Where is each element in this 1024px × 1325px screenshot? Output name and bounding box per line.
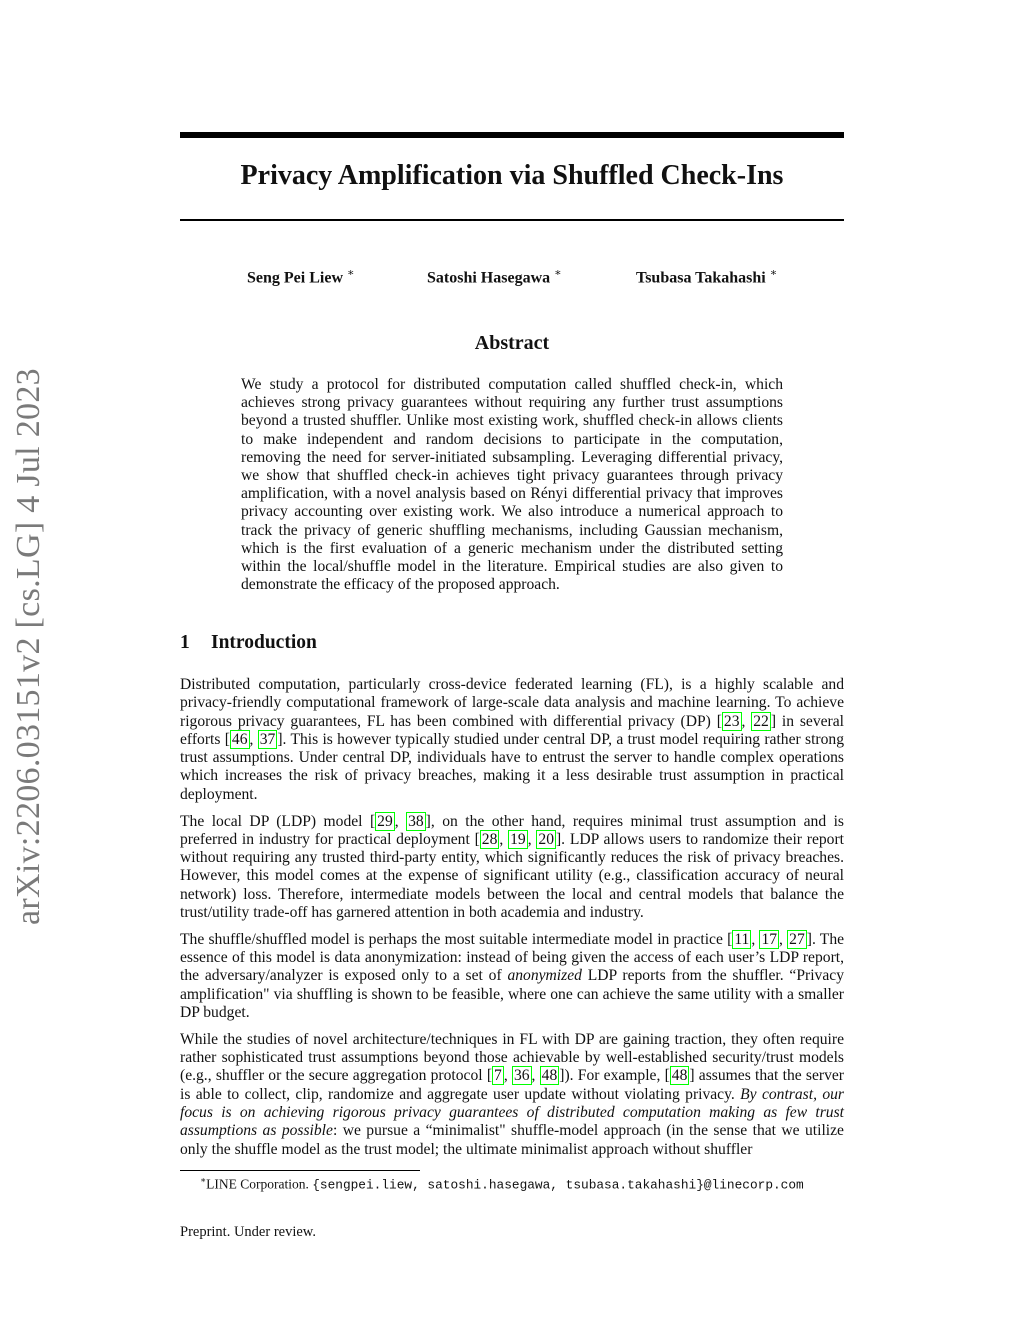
- author-3: [636, 266, 777, 287]
- text-run: ,: [394, 812, 407, 830]
- citation-link[interactable]: 22: [753, 712, 769, 730]
- citation-link[interactable]: 38: [408, 812, 424, 830]
- text-run: ,: [741, 712, 752, 730]
- citation-link[interactable]: 19: [510, 830, 526, 848]
- text-run: ]. The essence of this model is data anonymization: instead of being given the access of each user’s LDP report, the adversary/analyzer is exposed only to a set of: [180, 930, 845, 985]
- text-run: LDP reports from the shuffler. “Privacy amplification" via shuffling is shown to be feasible, where one can achieve the same utility with a smaller DP budget.: [180, 967, 844, 1022]
- text-run: ]. LDP allows users to randomize their report without requiring any trusted third-party entity, which significantly reduces the risk of privacy breaches. However, this model comes at the expense of significant utility (e.g., classification accuracy of neural network) loss. Therefore, intermediate models between the local and central models that balance the trust/utility trade-off has garnered attention in both academia and industry.: [180, 830, 845, 922]
- text-run: ]. This is however typically studied under central DP, a trust model requiring rather strong trust assumptions. Under central DP, individuals have to entrust the server to handle complex operations which increases the risk of privacy breaches, making it a less desirable trust assumption in practical deployment.: [180, 730, 844, 803]
- section-number: 1: [180, 632, 190, 653]
- paragraph-2: [180, 813, 844, 923]
- author-mark: ∗: [554, 267, 562, 279]
- text-run: ,: [531, 1067, 540, 1085]
- author-mark: ∗: [347, 267, 355, 279]
- author-name: Tsubasa Takahashi: [636, 269, 766, 287]
- footnote-mark: ∗: [200, 1175, 207, 1185]
- text-run: ,: [751, 930, 760, 948]
- text-run: ,: [499, 830, 509, 848]
- author-name: Seng Pei Liew: [247, 269, 343, 287]
- paper-title: Privacy Amplification via Shuffled Check-Ins: [240, 160, 784, 191]
- text-run: The local DP (LDP) model [: [180, 812, 376, 830]
- author-name: Satoshi Hasegawa: [427, 269, 551, 287]
- introduction-body: [180, 676, 844, 1167]
- text-run: ]). For example, [: [559, 1067, 670, 1085]
- arxiv-identifier: arXiv:2206.03151v2 [cs.LG] 4 Jul 2023: [10, 368, 47, 925]
- citation-link[interactable]: 46: [231, 730, 248, 748]
- abstract-text: We study a protocol for distributed computation called shuffled check-in, which achieves strong privacy guarantees without requiring any further trust assumptions beyond a trusted shuffler. Unlike most existing work, shuffled check-in allows clients to make independent and random decisions to participate in the computation, removing the need for server-initiated subsampling. Leveraging differential privacy, we show that shuffled check-in achieves tight privacy guarantees through privacy amplification, with a novel analysis based on Rényi differential privacy that improves privacy accounting over existing work. We also introduce a numerical approach to track the privacy of generic shuffling mechanisms, including Gaussian mechanism, which is the first evaluation of a generic mechanism under the distributed setting within the local/shuffle model in the literature. Empirical studies are also given to demonstrate the efficacy of the proposed approach.: [241, 376, 783, 594]
- paragraph-1: [180, 676, 844, 804]
- text-run: ,: [527, 830, 537, 848]
- section-heading: [180, 632, 317, 654]
- emphasis: By contrast, our focus is on achieving rigorous privacy guarantees of distributed computation making as few trust assumptions as possible: [180, 1085, 845, 1140]
- citation-link[interactable]: 27: [789, 930, 805, 948]
- citation-link[interactable]: 7: [494, 1067, 502, 1085]
- citation-link[interactable]: 36: [513, 1067, 530, 1085]
- paragraph-4: [180, 1031, 844, 1159]
- author-mark: ∗: [769, 267, 778, 279]
- text-run: While the studies of novel architecture/techniques in FL with DP are gaining traction, they often require rather sophisticated trust assumptions beyond those achievable by well-established security/trust models (e.g., shuffler or the secure aggregation protocol [: [180, 1030, 844, 1085]
- text-run: Distributed computation, particularly cross-device federated learning (FL), is a highly scalable and privacy-friendly computational framework of large-scale data analysis and machine learning. To achieve rigorous privacy guarantees, FL has been combined with differential privacy (DP) [: [180, 676, 844, 730]
- citation-link[interactable]: 48: [671, 1067, 688, 1085]
- footnote: [200, 1175, 804, 1193]
- text-run: The shuffle/shuffled model is perhaps the most suitable intermediate model in practice [: [180, 930, 733, 948]
- citation-link[interactable]: 48: [541, 1067, 558, 1085]
- text-run: ] assumes that the server is able to collect, clip, randomize and aggregate user update without violating privacy.: [180, 1067, 844, 1103]
- title-top-rule: [180, 132, 844, 138]
- author-1: [247, 266, 354, 287]
- title-bottom-rule: [180, 219, 844, 221]
- abstract-heading: Abstract: [474, 332, 550, 354]
- text-run: ,: [249, 730, 258, 748]
- emphasis: anonymized: [507, 967, 582, 985]
- citation-link[interactable]: 23: [723, 712, 740, 730]
- citation-link[interactable]: 28: [481, 830, 498, 848]
- citation-link[interactable]: 20: [538, 830, 554, 848]
- citation-link[interactable]: 11: [734, 930, 750, 948]
- text-run: ,: [503, 1067, 512, 1085]
- author-emails: {sengpei.liew, satoshi.hasegawa, tsubasa.takahashi}@linecorp.com: [312, 1177, 804, 1193]
- footnote-rule: [180, 1170, 420, 1171]
- footnote-text: LINE Corporation.: [206, 1176, 313, 1192]
- text-run: : we pursue a “minimalist" shuffle-model approach (in the sense that we utilize only the shuffle model as the trust model; the ultimate minimalist approach without shuffler: [180, 1122, 844, 1158]
- citation-link[interactable]: 29: [377, 812, 393, 830]
- text-run: ] in several efforts [: [180, 712, 845, 748]
- citation-link[interactable]: 37: [259, 730, 276, 748]
- text-run: ], on the other hand, requires minimal trust assumption and is preferred in industry for practical deployment [: [180, 812, 844, 848]
- paragraph-3: [180, 931, 844, 1022]
- citation-link[interactable]: 17: [761, 930, 778, 948]
- author-2: [427, 266, 562, 287]
- section-title: Introduction: [211, 632, 317, 653]
- text-run: ,: [779, 930, 788, 948]
- preprint-notice: Preprint. Under review.: [180, 1224, 316, 1240]
